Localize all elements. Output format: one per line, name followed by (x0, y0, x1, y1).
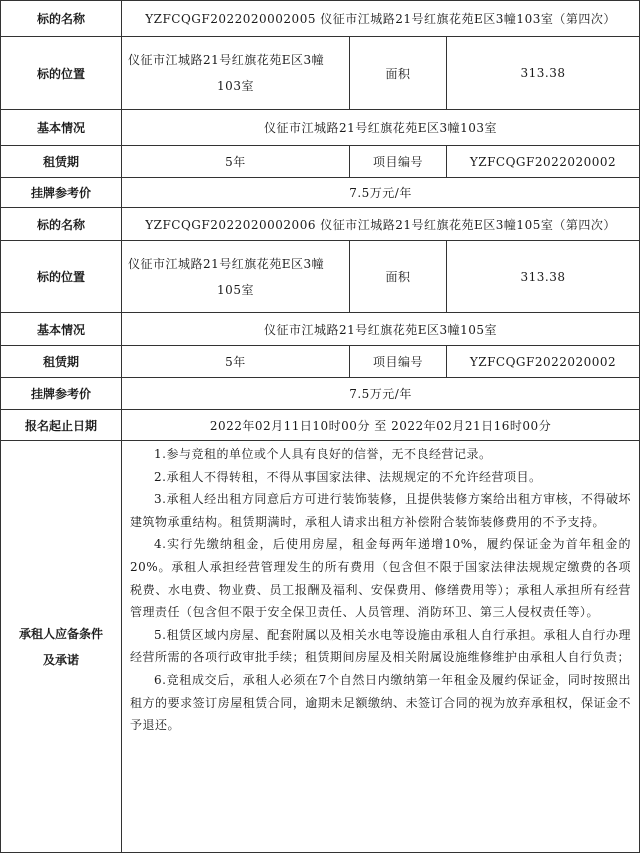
registration-value: 2022年02月11日10时00分 至 2022年02月21日16时00分 (122, 410, 640, 441)
lot1-name-row (1, 1, 640, 37)
lot2-name-row (1, 208, 640, 241)
lot1-basic-label: 基本情况 (1, 110, 122, 146)
conditions-row (1, 441, 640, 853)
condition-item-2: 2.承租人不得转租，不得从事国家法律、法规规定的不允许经营项目。 (154, 469, 542, 484)
lot2-price-value: 7.5万元/年 (122, 378, 640, 410)
lot1-location-line2: 103室 (217, 79, 254, 93)
lot1-basic-value: 仪征市江城路21号红旗花苑E区3幢103室 (122, 110, 640, 146)
conditions-label-line2: 及承诺 (42, 652, 79, 667)
condition-item-6: 6.竞租成交后，承租人必须在7个自然日内缴纳第一年租金及履约保证金，同时按照出租方的要求签订房屋租赁合同，逾期未足额缴纳、未签订合同的视为放弃承租权，保证金不予退还。 (130, 672, 632, 733)
lot1-location-label: 标的位置 (1, 37, 122, 110)
lot1-location-row (1, 37, 640, 110)
lot1-area-value: 313.38 (447, 37, 640, 110)
lot2-basic-value: 仪征市江城路21号红旗花苑E区3幢105室 (122, 313, 640, 346)
lot1-name-value: YZFCQGF2022020002005 仪征市江城路21号红旗花苑E区3幢103室（第四次） (122, 1, 640, 37)
conditions-label-line1: 承租人应备条件 (18, 626, 103, 641)
lot1-price-value: 7.5万元/年 (122, 178, 640, 208)
lot1-location-line1: 仪征市江城路21号红旗花苑E区3幢 (128, 53, 325, 67)
registration-row (1, 410, 640, 441)
condition-item-3: 3.承租人经出租方同意后方可进行装饰装修，且提供装修方案给出租方审核，不得破坏建筑物承重结构。租赁期满时，承租人请求出租方补偿附合装饰装修费用的不予支持。 (130, 492, 632, 529)
lot1-term-value: 5年 (122, 146, 350, 178)
conditions-text (122, 441, 640, 853)
lot2-project-no-value: YZFCQGF2022020002 (447, 346, 640, 378)
condition-item-4: 4.实行先缴纳租金，后使用房屋，租金每两年递增10%，履约保证金为首年租金的20%。承租人承担经营管理发生的所有费用（包含但不限于国家法律法规规定缴费的各项税费、水电费、物业费、员工报酬及福利、安保费用、修缮费用等）；承租人承担所有经营管理责任（包含但不限于安全保卫责任、人员管理、消防环卫、第三人侵权责任等）。 (130, 537, 632, 620)
lot2-name-value: YZFCQGF2022020002006 仪征市江城路21号红旗花苑E区3幢105室（第四次） (122, 208, 640, 241)
lot1-price-row (1, 178, 640, 208)
lot1-name-label: 标的名称 (1, 1, 122, 37)
lot1-location-value (122, 37, 350, 110)
lot2-area-value: 313.38 (447, 241, 640, 313)
lot1-price-label: 挂牌参考价 (1, 178, 122, 208)
lot2-location-line1: 仪征市江城路21号红旗花苑E区3幢 (128, 256, 325, 271)
lot2-price-row (1, 378, 640, 410)
lot2-area-label: 面积 (350, 241, 447, 313)
lot1-term-label: 租赁期 (1, 146, 122, 178)
lot1-project-no-value: YZFCQGF2022020002 (447, 146, 640, 178)
lot2-location-line2: 105室 (217, 282, 254, 297)
lot2-basic-label: 基本情况 (1, 313, 122, 346)
lot2-location-label: 标的位置 (1, 241, 122, 313)
lot2-term-row (1, 346, 640, 378)
lot1-area-label: 面积 (350, 37, 447, 110)
lot1-basic-row (1, 110, 640, 146)
condition-item-1: 1.参与竞租的单位或个人具有良好的信誉，无不良经营记录。 (154, 447, 492, 461)
lot2-basic-row (1, 313, 640, 346)
lot2-term-value: 5年 (122, 346, 350, 378)
conditions-label (1, 441, 122, 853)
lot2-name-label: 标的名称 (1, 208, 122, 241)
registration-label: 报名起止日期 (1, 410, 122, 441)
condition-item-5: 5.租赁区域内房屋、配套附属以及相关水电等设施由承租人自行承担。承租人自行办理经营所需的各项行政审批手续；租赁期间房屋及相关附属设施维修维护由承租人自行负责； (130, 627, 632, 665)
lot2-location-value (122, 241, 350, 313)
lot1-term-row (1, 146, 640, 178)
lot2-price-label: 挂牌参考价 (1, 378, 122, 410)
lot2-project-no-label: 项目编号 (350, 346, 447, 378)
lot2-location-row (1, 241, 640, 313)
lot1-project-no-label: 项目编号 (350, 146, 447, 178)
lot2-term-label: 租赁期 (1, 346, 122, 378)
